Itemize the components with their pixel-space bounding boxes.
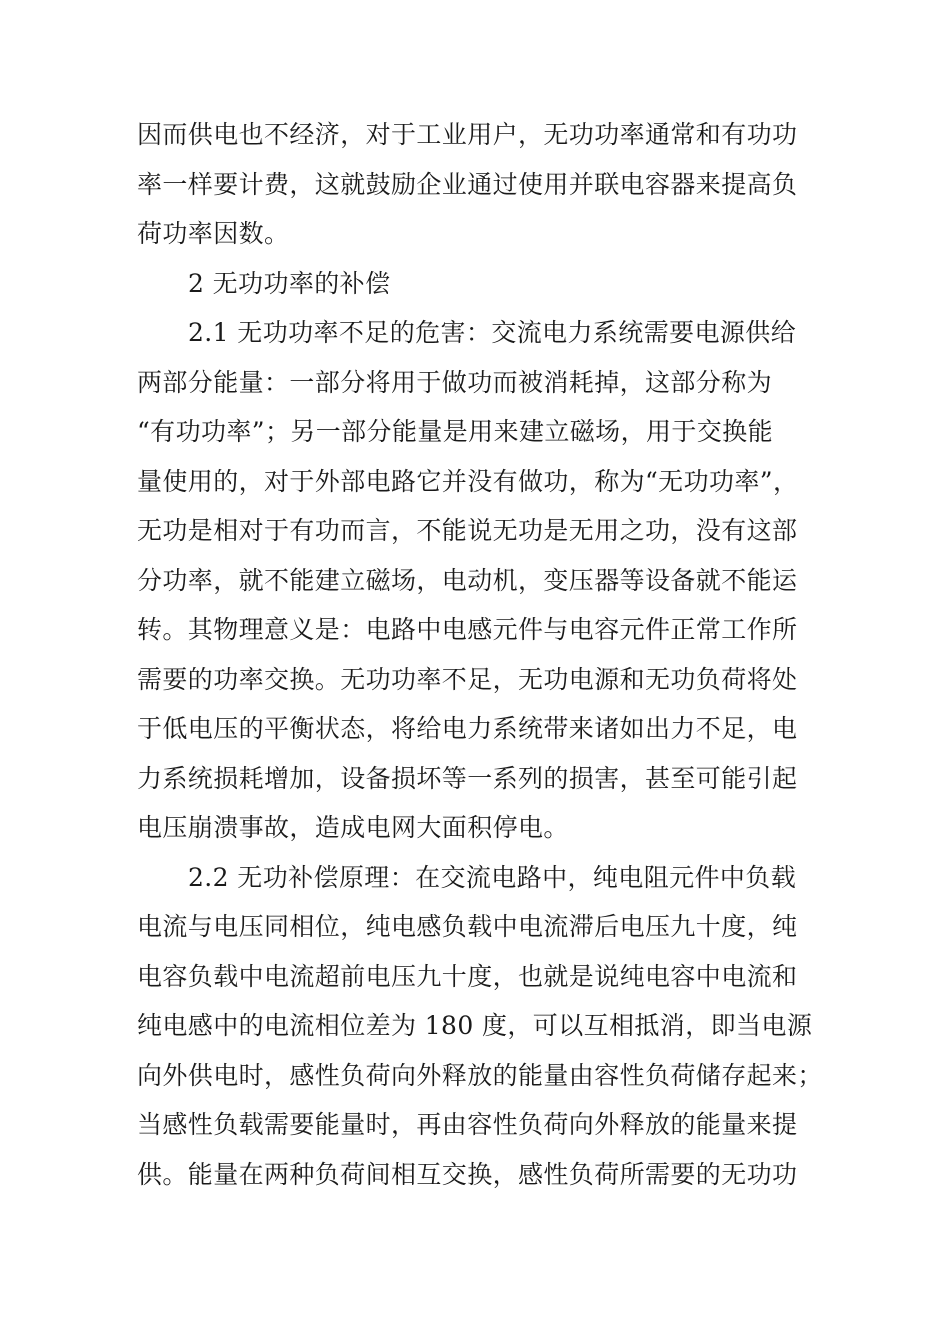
text-line: 两部分能量：一部分将用于做功而被消耗掉，这部分称为 bbox=[137, 367, 773, 397]
text-line: 率一样要计费，这就鼓励企业通过使用并联电容器来提高负 bbox=[137, 169, 798, 199]
text-line: 因而供电也不经济，对于工业用户，无功功率通常和有功功 bbox=[137, 120, 798, 149]
text-line: 荷功率因数。 bbox=[137, 219, 290, 248]
paragraph-start: 2.1 无功功率不足的危害：交流电力系统需要电源供给 bbox=[188, 318, 797, 347]
text-line: 无功是相对于有功而言，不能说无功是无用之功，没有这部 bbox=[137, 516, 798, 545]
text-line: 电压崩溃事故，造成电网大面积停电。 bbox=[137, 813, 569, 842]
text-line: 当感性负载需要能量时，再由容性负荷向外释放的能量来提 bbox=[137, 1110, 798, 1139]
body-text bbox=[137, 110, 823, 1199]
text-line: 电容负载中电流超前电压九十度，也就是说纯电容中电流和 bbox=[137, 961, 798, 991]
text-line: “有功功率”；另一部分能量是用来建立磁场，用于交换能 bbox=[137, 417, 773, 446]
text-line: 供。能量在两种负荷间相互交换，感性负荷所需要的无功功 bbox=[137, 1159, 798, 1189]
text-line: 向外供电时，感性负荷向外释放的能量由容性负荷储存起来； bbox=[137, 1060, 823, 1090]
section-heading: 2 无功功率的补偿 bbox=[188, 268, 391, 298]
text-line: 分功率，就不能建立磁场，电动机，变压器等设备就不能运 bbox=[137, 565, 798, 595]
text-line: 于低电压的平衡状态，将给电力系统带来诸如出力不足，电 bbox=[137, 714, 798, 743]
text-line: 转。其物理意义是：电路中电感元件与电容元件正常工作所 bbox=[137, 615, 798, 644]
text-line: 力系统损耗增加，设备损坏等一系列的损害，甚至可能引起 bbox=[137, 763, 798, 793]
text-line: 电流与电压同相位，纯电感负载中电流滞后电压九十度，纯 bbox=[137, 912, 798, 941]
text-line: 需要的功率交换。无功功率不足，无功电源和无功负荷将处 bbox=[137, 664, 798, 694]
paragraph-start: 2.2 无功补偿原理：在交流电路中，纯电阻元件中负载 bbox=[188, 862, 797, 892]
text-line: 纯电感中的电流相位差为 180 度，可以互相抵消，即当电源 bbox=[137, 1011, 813, 1040]
text-line: 量使用的，对于外部电路它并没有做功，称为“无功功率”， bbox=[137, 466, 799, 496]
